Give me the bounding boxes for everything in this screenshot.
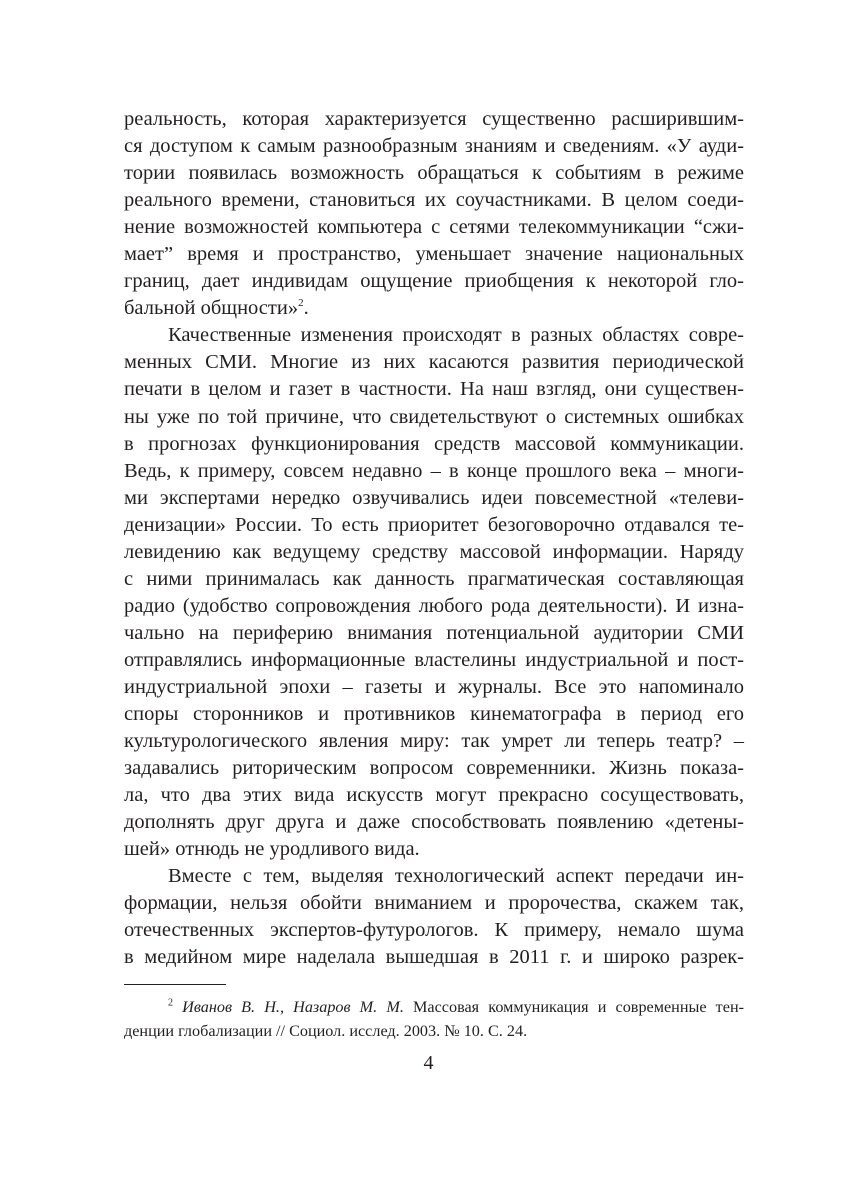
text-line: отправлялись информационные властелины индустриальной и пост- [124, 648, 744, 671]
text-line: чально на периферию внимания потенциальной аудитории СМИ [124, 621, 744, 644]
text-line: ны уже по той причине, что свидетельствуют о системных ошибках [124, 405, 744, 428]
text-line: Вместе с тем, выделяя технологический аспект передачи ин- [168, 865, 744, 888]
text-line: индустриальной эпохи – газеты и журналы. Все это напоминало [124, 675, 744, 698]
footnote-divider [124, 984, 226, 985]
text-line: радио (удобство сопровождения любого рода деятельности). И изна- [124, 594, 744, 617]
text-line: границ, дает индивидам ощущение приобщения к некоторой гло- [124, 270, 744, 293]
text-line: шей» отнюдь не уродливого вида. [124, 838, 420, 861]
text-line: в прогнозах функционирования средств массовой коммуникации. [124, 432, 744, 455]
text-line: Ведь, к примеру, совсем недавно – в конце прошлого века – многи- [124, 459, 744, 482]
text-line: с ними принималась как данность прагматическая составляющая [124, 567, 744, 590]
text-line: дополнять друг друга и даже способствовать появлению «детены- [124, 811, 744, 834]
footnote-line: денции глобализации // Социол. исслед. 2003. № 10. С. 24. [124, 1022, 528, 1040]
text-line [124, 295, 744, 322]
footnote-title: Массовая коммуникация и современные тен- [403, 998, 744, 1016]
text-line: нение возможностей компьютера с сетями телекоммуникации “сжи- [124, 216, 744, 239]
footnote-marker: 2 [168, 997, 173, 1009]
main-text [124, 106, 744, 972]
text-line: денизации» России. То есть приоритет безоговорочно отдавался те- [124, 513, 744, 536]
footnote-authors: Иванов В. Н., Назаров М. М. [182, 998, 404, 1016]
paragraph-end-text: бальной общности» [124, 297, 299, 320]
text-line: ся доступом к самым разнообразным знаниям и сведениям. «У ауди- [124, 135, 744, 158]
text-line: менных СМИ. Многие из них касаются развития периодической [124, 351, 744, 374]
text-line: задавались риторическим вопросом современники. Жизнь показа- [124, 757, 744, 780]
text-line: печати в целом и газет в частности. На наш взгляд, они существен- [124, 378, 744, 401]
page-number: 4 [423, 1052, 434, 1074]
footnote-reference: 2 [298, 297, 304, 310]
text-line: левидению как ведущему средству массовой информации. Наряду [124, 540, 744, 563]
text-line: формации, нельзя обойти вниманием и пророчества, скажем так, [124, 892, 744, 915]
text-line: тории появилась возможность обращаться к событиям в режиме [124, 162, 744, 185]
text-line: споры сторонников и противников кинематографа в период его [124, 703, 744, 726]
text-line: отечественных экспертов-футурологов. К примеру, немало шума [124, 919, 744, 942]
text-line: мает” время и пространство, уменьшает значение национальных [124, 243, 744, 266]
footnote [124, 995, 744, 1043]
paragraph-end-period: . [303, 297, 309, 320]
text-line: реального времени, становиться их соучастниками. В целом соеди- [124, 189, 744, 212]
text-line: в медийном мире наделала вышедшая в 2011 г. и широко разрек- [124, 946, 744, 969]
text-line: культурологического явления миру: так умрет ли теперь театр? – [124, 730, 744, 753]
footnote-line [124, 995, 744, 1019]
text-line: ла, что два этих вида искусств могут прекрасно сосуществовать, [124, 784, 744, 807]
text-line: Качественные изменения происходят в разных областях совре- [168, 324, 744, 347]
text-line: ми экспертами нередко озвучивались идеи повсеместной «телеви- [124, 486, 744, 509]
text-line: реальность, которая характеризуется существенно расширившим- [124, 108, 744, 130]
